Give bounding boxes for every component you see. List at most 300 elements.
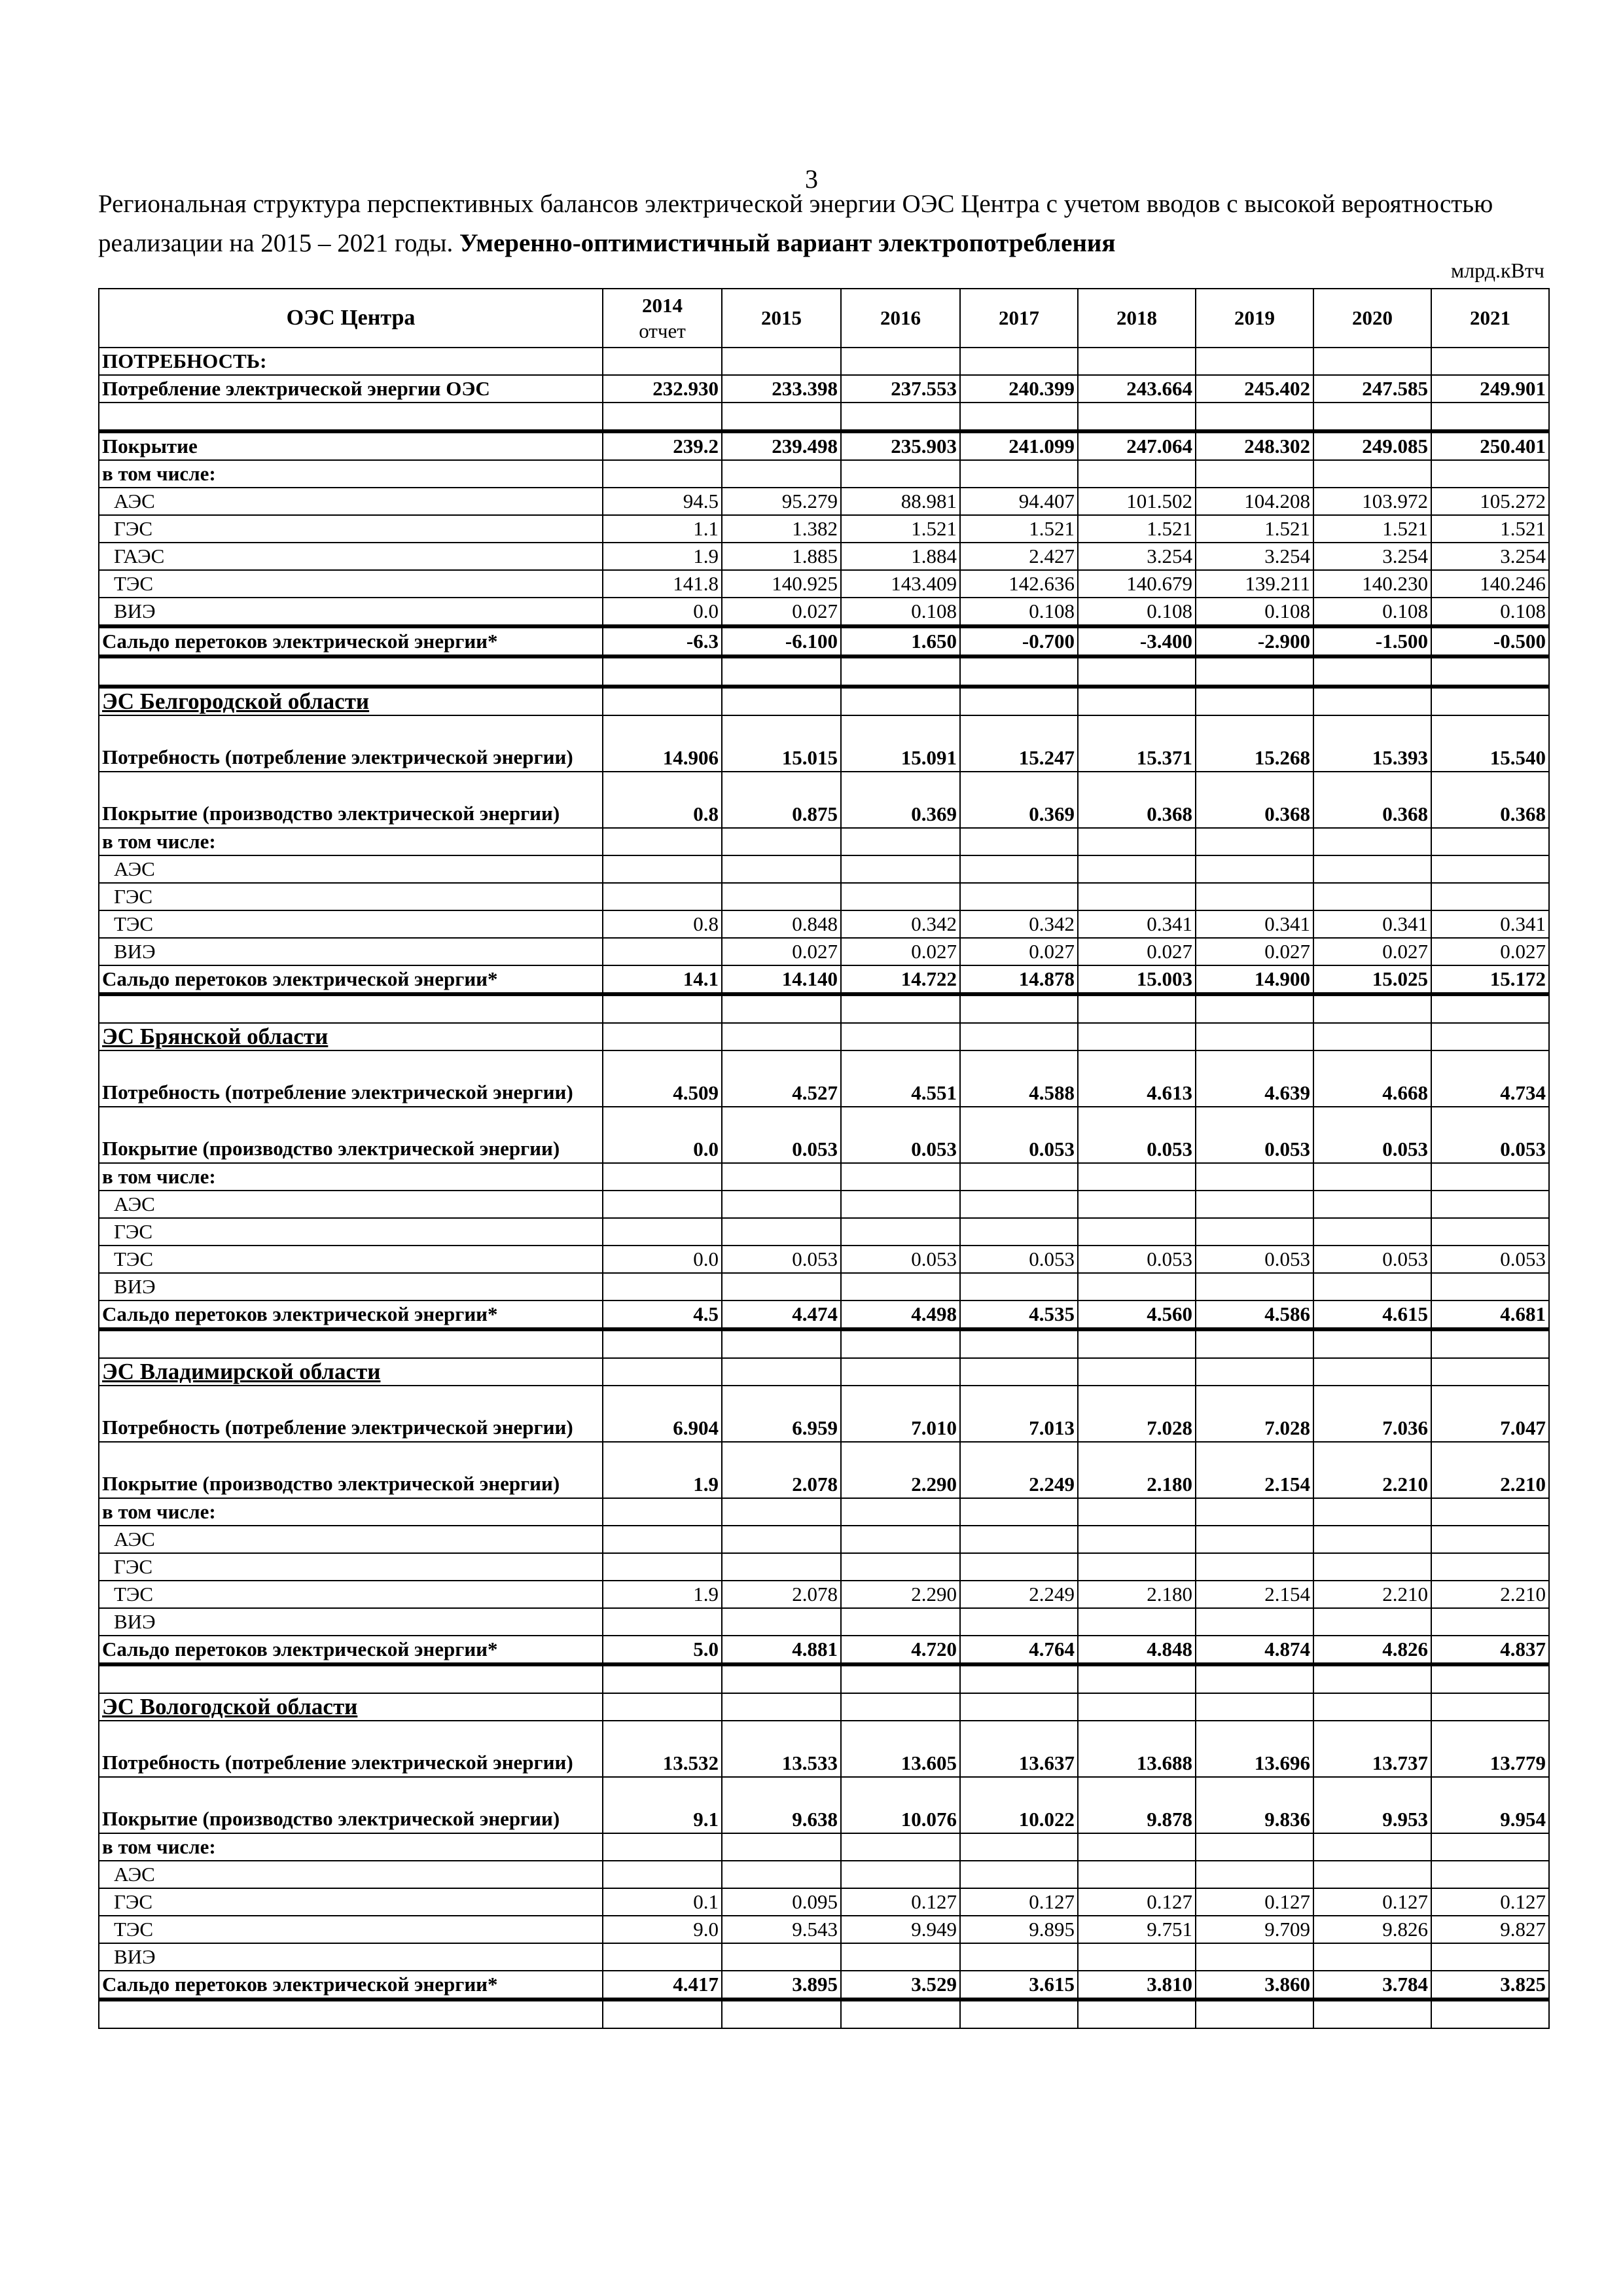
value-cell — [1431, 1943, 1549, 1971]
value-cell — [960, 460, 1078, 488]
value-cell — [1078, 1526, 1196, 1553]
value-cell — [841, 656, 960, 687]
value-cell — [722, 1833, 841, 1861]
row-label: Потребность (потребление электрической энергии) — [99, 1050, 603, 1107]
value-cell — [1431, 855, 1549, 883]
value-cell: 0.027 — [841, 938, 960, 965]
value-cell — [1078, 656, 1196, 687]
value-cell — [841, 1943, 960, 1971]
table-row — [99, 828, 1549, 855]
value-cell — [1313, 1943, 1431, 1971]
row-label: Покрытие (производство электрической энергии) — [99, 1777, 603, 1833]
value-cell: 140.230 — [1313, 570, 1431, 598]
value-cell — [960, 1023, 1078, 1050]
value-cell: 4.826 — [1313, 1636, 1431, 1664]
value-cell: 4.586 — [1196, 1300, 1313, 1329]
value-cell — [1078, 1023, 1196, 1050]
value-cell: 1.521 — [1196, 515, 1313, 543]
value-cell — [722, 1358, 841, 1386]
value-cell: 0.127 — [1313, 1888, 1431, 1916]
value-cell: -0.500 — [1431, 626, 1549, 656]
value-cell: 4.764 — [960, 1636, 1078, 1664]
value-cell: 3.254 — [1078, 543, 1196, 570]
value-cell: 4.417 — [603, 1971, 722, 2000]
value-cell — [1313, 1693, 1431, 1721]
value-cell: 139.211 — [1196, 570, 1313, 598]
value-cell: 3.784 — [1313, 1971, 1431, 2000]
value-cell — [603, 1023, 722, 1050]
value-cell: 3.860 — [1196, 1971, 1313, 2000]
value-cell — [1078, 994, 1196, 1023]
value-cell: 0.369 — [841, 772, 960, 828]
table-row — [99, 1693, 1549, 1721]
value-cell: 250.401 — [1431, 431, 1549, 460]
value-cell — [722, 656, 841, 687]
value-cell: 3.254 — [1313, 543, 1431, 570]
value-cell: 235.903 — [841, 431, 960, 460]
value-cell — [1196, 460, 1313, 488]
value-cell — [960, 403, 1078, 431]
value-cell — [841, 1608, 960, 1636]
table-row — [99, 1888, 1549, 1916]
value-cell: 2.290 — [841, 1581, 960, 1608]
value-cell — [960, 1526, 1078, 1553]
value-cell: 13.688 — [1078, 1721, 1196, 1777]
value-cell: 0.848 — [722, 910, 841, 938]
value-cell — [1196, 1664, 1313, 1693]
value-cell — [841, 1273, 960, 1300]
value-cell: 140.679 — [1078, 570, 1196, 598]
header-year: 2016 — [841, 289, 960, 348]
table-row — [99, 938, 1549, 965]
value-cell: 0.368 — [1078, 772, 1196, 828]
value-cell: 14.900 — [1196, 965, 1313, 994]
value-cell: 247.585 — [1313, 375, 1431, 403]
value-cell — [1431, 348, 1549, 375]
value-cell — [1078, 1693, 1196, 1721]
value-cell — [960, 883, 1078, 910]
value-cell: 15.268 — [1196, 715, 1313, 772]
value-cell — [722, 1329, 841, 1358]
value-cell — [960, 1163, 1078, 1191]
value-cell — [1078, 1163, 1196, 1191]
value-cell — [1313, 687, 1431, 715]
value-cell — [722, 1273, 841, 1300]
table-row — [99, 1916, 1549, 1943]
value-cell: 4.560 — [1078, 1300, 1196, 1329]
value-cell — [841, 1191, 960, 1218]
value-cell — [1078, 403, 1196, 431]
value-cell: 3.254 — [1196, 543, 1313, 570]
value-cell: 239.498 — [722, 431, 841, 460]
row-label: в том числе: — [99, 460, 603, 488]
value-cell — [1078, 1329, 1196, 1358]
value-cell — [1431, 656, 1549, 687]
value-cell — [841, 348, 960, 375]
value-cell — [722, 828, 841, 855]
value-cell — [1196, 855, 1313, 883]
row-label: в том числе: — [99, 1833, 603, 1861]
table-row — [99, 1636, 1549, 1664]
value-cell: 1.1 — [603, 515, 722, 543]
value-cell: 3.529 — [841, 1971, 960, 2000]
value-cell — [1196, 883, 1313, 910]
value-cell — [960, 1861, 1078, 1888]
value-cell — [603, 348, 722, 375]
row-label: ВИЭ — [99, 1273, 603, 1300]
value-cell: 0.0 — [603, 1246, 722, 1273]
table-row — [99, 515, 1549, 543]
value-cell: 2.154 — [1196, 1442, 1313, 1498]
value-cell — [960, 1273, 1078, 1300]
value-cell: 4.874 — [1196, 1636, 1313, 1664]
value-cell — [841, 828, 960, 855]
value-cell — [722, 460, 841, 488]
value-cell — [1313, 1358, 1431, 1386]
table-row — [99, 1526, 1549, 1553]
value-cell — [1078, 1861, 1196, 1888]
value-cell: 240.399 — [960, 375, 1078, 403]
row-label: ВИЭ — [99, 598, 603, 626]
value-cell: 4.498 — [841, 1300, 960, 1329]
value-cell: 241.099 — [960, 431, 1078, 460]
value-cell — [1196, 656, 1313, 687]
value-cell: 15.003 — [1078, 965, 1196, 994]
value-cell — [1431, 1023, 1549, 1050]
value-cell — [1196, 1329, 1313, 1358]
value-cell: 0.341 — [1196, 910, 1313, 938]
table-row — [99, 1218, 1549, 1246]
value-cell: 13.779 — [1431, 1721, 1549, 1777]
value-cell: 14.906 — [603, 715, 722, 772]
value-cell — [722, 1664, 841, 1693]
value-cell — [841, 883, 960, 910]
value-cell — [603, 1861, 722, 1888]
value-cell — [603, 828, 722, 855]
value-cell: 14.1 — [603, 965, 722, 994]
table-row — [99, 626, 1549, 656]
value-cell — [1431, 460, 1549, 488]
value-cell — [1313, 1163, 1431, 1191]
value-cell — [960, 1664, 1078, 1693]
value-cell: 233.398 — [722, 375, 841, 403]
value-cell: 9.638 — [722, 1777, 841, 1833]
value-cell: 0.8 — [603, 772, 722, 828]
value-cell: 0.1 — [603, 1888, 722, 1916]
value-cell: 0.342 — [960, 910, 1078, 938]
row-label: ГЭС — [99, 515, 603, 543]
value-cell — [1313, 1833, 1431, 1861]
value-cell — [841, 1329, 960, 1358]
value-cell — [1196, 1608, 1313, 1636]
value-cell — [722, 855, 841, 883]
value-cell — [603, 656, 722, 687]
value-cell: 0.875 — [722, 772, 841, 828]
value-cell: 1.382 — [722, 515, 841, 543]
value-cell: 2.154 — [1196, 1581, 1313, 1608]
value-cell: 15.172 — [1431, 965, 1549, 994]
value-cell — [1196, 828, 1313, 855]
value-cell: 2.078 — [722, 1442, 841, 1498]
value-cell — [722, 348, 841, 375]
row-label: Сальдо перетоков электрической энергии* — [99, 965, 603, 994]
value-cell: 9.878 — [1078, 1777, 1196, 1833]
header-year-2014 — [603, 289, 722, 348]
table-row — [99, 598, 1549, 626]
value-cell: 0.108 — [841, 598, 960, 626]
table-row — [99, 1442, 1549, 1498]
value-cell — [1078, 828, 1196, 855]
table-row — [99, 570, 1549, 598]
value-cell — [1313, 1664, 1431, 1693]
value-cell: 0.053 — [1431, 1246, 1549, 1273]
value-cell: 9.953 — [1313, 1777, 1431, 1833]
row-label: Покрытие — [99, 431, 603, 460]
value-cell: 0.095 — [722, 1888, 841, 1916]
value-cell — [1431, 1693, 1549, 1721]
value-cell — [722, 883, 841, 910]
value-cell: 0.368 — [1313, 772, 1431, 828]
value-cell: 7.028 — [1078, 1386, 1196, 1442]
value-cell — [1078, 1498, 1196, 1526]
value-cell — [1196, 687, 1313, 715]
value-cell — [1078, 1833, 1196, 1861]
value-cell: 1.885 — [722, 543, 841, 570]
row-label: в том числе: — [99, 1163, 603, 1191]
row-label: ТЭС — [99, 1916, 603, 1943]
value-cell: 0.341 — [1078, 910, 1196, 938]
value-cell — [1313, 994, 1431, 1023]
table-row — [99, 460, 1549, 488]
value-cell — [960, 1218, 1078, 1246]
header-year: 2019 — [1196, 289, 1313, 348]
value-cell — [1431, 1273, 1549, 1300]
value-cell: 0.108 — [1196, 598, 1313, 626]
table-row — [99, 656, 1549, 687]
value-cell — [841, 1218, 960, 1246]
value-cell: 13.532 — [603, 1721, 722, 1777]
value-cell: 0.053 — [960, 1246, 1078, 1273]
value-cell — [1431, 1608, 1549, 1636]
value-cell: 0.127 — [1078, 1888, 1196, 1916]
value-cell: 2.180 — [1078, 1581, 1196, 1608]
value-cell — [1431, 1664, 1549, 1693]
value-cell: 4.615 — [1313, 1300, 1431, 1329]
value-cell: 141.8 — [603, 570, 722, 598]
value-cell — [1313, 1218, 1431, 1246]
row-label: Потребность (потребление электрической энергии) — [99, 1721, 603, 1777]
value-cell: 1.650 — [841, 626, 960, 656]
value-cell — [603, 1358, 722, 1386]
value-cell: 0.341 — [1313, 910, 1431, 938]
value-cell — [722, 1526, 841, 1553]
value-cell — [1078, 1218, 1196, 1246]
row-label: АЭС — [99, 1526, 603, 1553]
value-cell — [1196, 1861, 1313, 1888]
value-cell: 0.027 — [1313, 938, 1431, 965]
value-cell — [722, 1943, 841, 1971]
table-row — [99, 1358, 1549, 1386]
value-cell — [603, 1273, 722, 1300]
value-cell — [722, 1163, 841, 1191]
value-cell: 0.341 — [1431, 910, 1549, 938]
value-cell — [722, 2000, 841, 2028]
value-cell — [1431, 1191, 1549, 1218]
value-cell: 9.543 — [722, 1916, 841, 1943]
table-row — [99, 1273, 1549, 1300]
value-cell: 14.140 — [722, 965, 841, 994]
value-cell: 1.521 — [1431, 515, 1549, 543]
value-cell — [1078, 460, 1196, 488]
row-label: Потребность (потребление электрической энергии) — [99, 715, 603, 772]
value-cell — [1196, 1833, 1313, 1861]
table-row — [99, 965, 1549, 994]
value-cell — [1313, 1526, 1431, 1553]
value-cell: 4.837 — [1431, 1636, 1549, 1664]
value-cell — [841, 2000, 960, 2028]
value-cell — [603, 1608, 722, 1636]
value-cell: 88.981 — [841, 488, 960, 515]
table-row — [99, 1163, 1549, 1191]
value-cell: -0.700 — [960, 626, 1078, 656]
value-cell: 4.720 — [841, 1636, 960, 1664]
row-label: ТЭС — [99, 570, 603, 598]
value-cell: 9.0 — [603, 1916, 722, 1943]
value-cell — [960, 2000, 1078, 2028]
value-cell — [1196, 1358, 1313, 1386]
table-row — [99, 1943, 1549, 1971]
table-row — [99, 1553, 1549, 1581]
value-cell — [603, 687, 722, 715]
value-cell — [603, 2000, 722, 2028]
value-cell: 9.1 — [603, 1777, 722, 1833]
value-cell — [1313, 1861, 1431, 1888]
table-row — [99, 1191, 1549, 1218]
value-cell — [1431, 828, 1549, 855]
row-label: АЭС — [99, 488, 603, 515]
value-cell: 0.053 — [722, 1107, 841, 1163]
value-cell — [1196, 1943, 1313, 1971]
value-cell: 2.427 — [960, 543, 1078, 570]
header-year: 2020 — [1313, 289, 1431, 348]
value-cell — [1196, 1553, 1313, 1581]
value-cell — [1078, 1664, 1196, 1693]
value-cell — [1313, 1553, 1431, 1581]
row-label: ЭС Брянской области — [99, 1023, 603, 1050]
value-cell: 143.409 — [841, 570, 960, 598]
title-text: Региональная структура перспективных балансов электрической энергии ОЭС Центра с учетом вводов с высокой вероятностью реализации на 2015 – 2021 годы. — [98, 190, 1493, 257]
value-cell: 0.108 — [1313, 598, 1431, 626]
value-cell: 0.027 — [960, 938, 1078, 965]
value-cell — [603, 1664, 722, 1693]
value-cell: 0.127 — [960, 1888, 1078, 1916]
value-cell — [722, 1693, 841, 1721]
value-cell: 0.053 — [841, 1246, 960, 1273]
value-cell — [1313, 460, 1431, 488]
balance-table — [98, 288, 1550, 2029]
title-variant: Умеренно-оптимистичный вариант электропотребления — [459, 229, 1116, 257]
table-row — [99, 1608, 1549, 1636]
value-cell — [841, 994, 960, 1023]
value-cell — [1313, 1023, 1431, 1050]
value-cell: 0.053 — [1196, 1107, 1313, 1163]
value-cell: 0.027 — [722, 598, 841, 626]
value-cell — [1196, 1023, 1313, 1050]
value-cell: -2.900 — [1196, 626, 1313, 656]
value-cell — [722, 1861, 841, 1888]
value-cell — [1431, 1358, 1549, 1386]
header-year-2014-note: отчет — [639, 319, 686, 342]
table-row — [99, 403, 1549, 431]
value-cell: 9.954 — [1431, 1777, 1549, 1833]
value-cell: 10.076 — [841, 1777, 960, 1833]
value-cell: 0.027 — [722, 938, 841, 965]
value-cell — [1196, 1273, 1313, 1300]
value-cell — [841, 1498, 960, 1526]
table-row — [99, 855, 1549, 883]
value-cell: 9.895 — [960, 1916, 1078, 1943]
value-cell: 13.637 — [960, 1721, 1078, 1777]
value-cell: -6.3 — [603, 626, 722, 656]
value-cell — [1431, 2000, 1549, 2028]
value-cell: 4.734 — [1431, 1050, 1549, 1107]
table-row — [99, 543, 1549, 570]
value-cell: 249.901 — [1431, 375, 1549, 403]
value-cell: 2.210 — [1313, 1581, 1431, 1608]
value-cell: 0.108 — [1431, 598, 1549, 626]
table-row — [99, 1861, 1549, 1888]
header-year: 2015 — [722, 289, 841, 348]
value-cell: 0.053 — [1078, 1107, 1196, 1163]
value-cell — [1431, 1163, 1549, 1191]
value-cell: 1.521 — [960, 515, 1078, 543]
value-cell — [722, 1608, 841, 1636]
value-cell: 239.2 — [603, 431, 722, 460]
value-cell: 1.9 — [603, 543, 722, 570]
value-cell — [841, 1163, 960, 1191]
value-cell: 105.272 — [1431, 488, 1549, 515]
value-cell: 101.502 — [1078, 488, 1196, 515]
value-cell: 0.127 — [1196, 1888, 1313, 1916]
value-cell: 0.368 — [1431, 772, 1549, 828]
value-cell: 4.639 — [1196, 1050, 1313, 1107]
value-cell: 4.5 — [603, 1300, 722, 1329]
row-label: в том числе: — [99, 1498, 603, 1526]
value-cell — [603, 1329, 722, 1358]
value-cell: 10.022 — [960, 1777, 1078, 1833]
value-cell: 4.613 — [1078, 1050, 1196, 1107]
row-label: Сальдо перетоков электрической энергии* — [99, 1971, 603, 2000]
value-cell — [1313, 883, 1431, 910]
value-cell: 0.127 — [1431, 1888, 1549, 1916]
header-year: 2018 — [1078, 289, 1196, 348]
value-cell — [1313, 1191, 1431, 1218]
value-cell: 14.722 — [841, 965, 960, 994]
header-row — [99, 289, 1549, 348]
value-cell: 95.279 — [722, 488, 841, 515]
row-label — [99, 1664, 603, 1693]
value-cell — [960, 1553, 1078, 1581]
value-cell: 0.0 — [603, 598, 722, 626]
table-row — [99, 1300, 1549, 1329]
value-cell: 4.509 — [603, 1050, 722, 1107]
row-label: Покрытие (производство электрической энергии) — [99, 1107, 603, 1163]
table-row — [99, 1721, 1549, 1777]
value-cell: 3.825 — [1431, 1971, 1549, 2000]
value-cell — [1431, 994, 1549, 1023]
value-cell — [1431, 1526, 1549, 1553]
table-row — [99, 488, 1549, 515]
